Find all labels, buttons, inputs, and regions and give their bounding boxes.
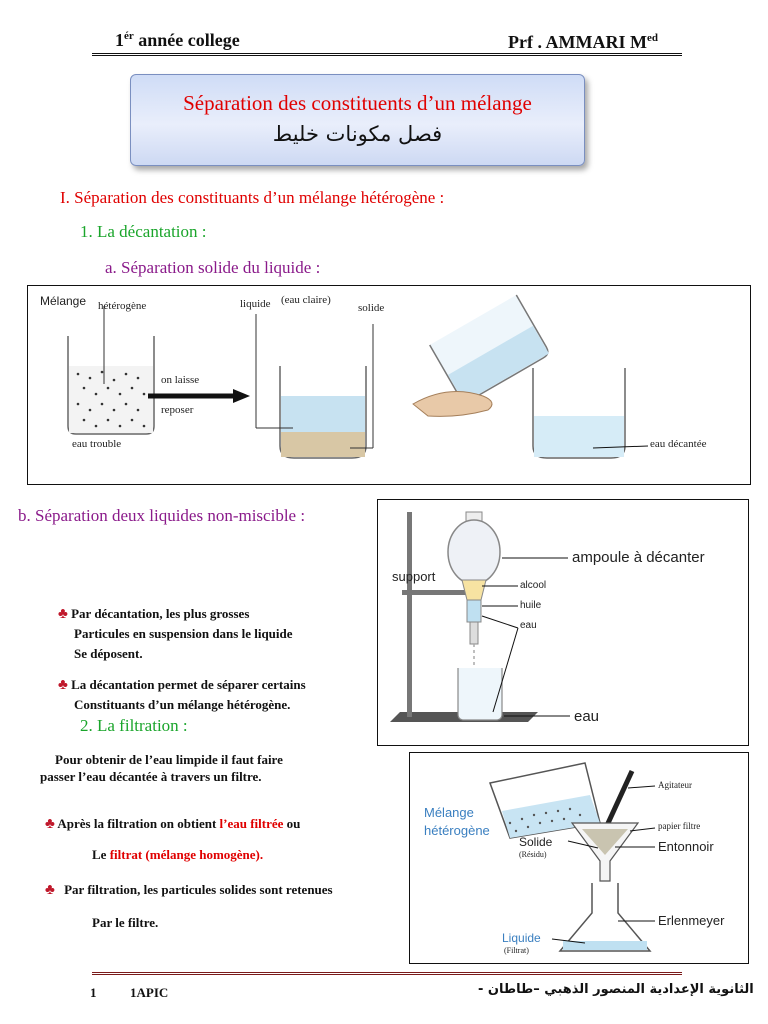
- bullet-decant-2-line-2: Constituants d’un mélange hétérogène.: [74, 697, 291, 712]
- fig3-filtrat-label: (Filtrat): [504, 946, 529, 955]
- page-number: 1: [90, 985, 97, 1000]
- club-icon: ♣: [45, 816, 55, 832]
- class-label: 1APIC: [130, 985, 169, 1000]
- filtration-illustration: [410, 753, 750, 965]
- bullet-filtration-1-line-2: [92, 845, 263, 865]
- footer-divider: [92, 972, 682, 975]
- teacher-label: [508, 32, 658, 53]
- fig3-agitateur-label: Agitateur: [658, 780, 692, 790]
- fig3-liquide-label: Liquide: [502, 931, 541, 945]
- subheading-decantation: 1. La décantation :: [80, 222, 207, 241]
- fig1-on-laisse-label: on laisse: [161, 374, 200, 386]
- fig3-melange-label: Mélange: [424, 805, 474, 820]
- bullet-filtration-2-line-2: Par le filtre.: [92, 915, 159, 930]
- level-num: 1: [115, 30, 124, 50]
- subheading-filtration: 2. La filtration :: [80, 716, 188, 735]
- level-text: année college: [138, 30, 240, 50]
- fig1-eau-decantee-label: eau décantée: [650, 438, 707, 450]
- title-french: Séparation des constituents d’un mélange: [183, 91, 532, 115]
- fig3-residu-label: (Résidu): [519, 850, 547, 859]
- fig2-support-label: support: [392, 569, 436, 584]
- fig1-heterogene-label: hétérogène: [98, 300, 147, 312]
- bullet-decant-1-line-3: Se déposent.: [74, 646, 143, 661]
- bullet-decant-1: [58, 604, 293, 664]
- section-heading-1: I. Séparation des constituants d’un mélange hétérogène :: [60, 188, 445, 207]
- bullet-decant-2-line-1: La décantation permet de séparer certains: [71, 677, 306, 692]
- fig2-eau-small-label: eau: [520, 620, 537, 631]
- teacher-name: Prf . AMMARI M: [508, 32, 647, 52]
- decantation-illustration: [28, 286, 752, 486]
- level-label: [115, 30, 240, 51]
- fig3-erlenmeyer-label: Erlenmeyer: [658, 913, 725, 928]
- bullet-filtration-1: [45, 814, 300, 834]
- fig1-melange-label: Mélange: [40, 294, 87, 308]
- bullet-filtration-1-post: ou: [283, 816, 301, 831]
- fig1-solide-label: solide: [358, 302, 385, 314]
- fig2-eau-label: eau: [574, 708, 600, 725]
- bullet-filtration-2-line-1: Par filtration, les particules solides sont retenues: [64, 882, 333, 897]
- fig1-reposer-label: reposer: [161, 404, 194, 416]
- fig1-liquide-label: liquide: [240, 298, 271, 310]
- title-arabic: فصل مكونات خليط: [272, 122, 443, 146]
- fig3-entonnoir-label: Entonnoir: [658, 839, 714, 854]
- fig3-heterogene-label: hétérogène: [424, 823, 490, 838]
- bullet-filtration-2: [45, 880, 333, 900]
- fig1-eau-claire-label: (eau claire): [281, 294, 331, 306]
- bullet-filtration-1-line-2-red: filtrat (mélange homogène).: [109, 847, 264, 862]
- bullet-filtration-1-pre: Après la filtration on obtient: [57, 816, 220, 831]
- club-icon: ♣: [45, 882, 55, 898]
- bullet-filtration-1-red: l’eau filtrée: [219, 816, 284, 831]
- fig2-ampoule-label: ampoule à décanter: [572, 549, 705, 566]
- subheading-liquides-non-miscibles: b. Séparation deux liquides non-miscible :: [18, 506, 306, 525]
- header-divider: [92, 53, 682, 56]
- bullet-filtration-1-line-2-pre: Le: [92, 847, 110, 862]
- figure-decantation-solide: [27, 285, 751, 485]
- bullet-decant-1-line-2: Particules en suspension dans le liquide: [74, 626, 293, 641]
- fig1-eau-trouble-label: eau trouble: [72, 438, 122, 450]
- figure-ampoule-decanter: [377, 499, 749, 746]
- level-sup: ér: [124, 30, 134, 42]
- filtration-intro-1: Pour obtenir de l’eau limpide il faut faire: [55, 752, 283, 767]
- figure-filtration: [409, 752, 749, 964]
- bullet-decant-1-line-1: Par décantation, les plus grosses: [71, 606, 250, 621]
- separatory-funnel-illustration: [378, 500, 750, 747]
- fig3-solide-label: Solide: [519, 835, 553, 849]
- bullet-decant-2: [58, 675, 306, 715]
- school-name: الثانوية الإعدادية المنصور الذهبي –طاطان -: [478, 982, 754, 997]
- fig3-papier-label: papier filtre: [658, 821, 701, 831]
- fig2-alcool-label: alcool: [520, 580, 547, 591]
- club-icon: ♣: [58, 606, 68, 622]
- title-box: [130, 74, 585, 166]
- subheading-solide-liquide: a. Séparation solide du liquide :: [105, 258, 321, 277]
- club-icon: ♣: [58, 677, 68, 693]
- fig2-huile-label: huile: [520, 600, 542, 611]
- filtration-intro-2: passer l’eau décantée à travers un filtre.: [40, 769, 262, 784]
- teacher-sup: ed: [646, 32, 658, 44]
